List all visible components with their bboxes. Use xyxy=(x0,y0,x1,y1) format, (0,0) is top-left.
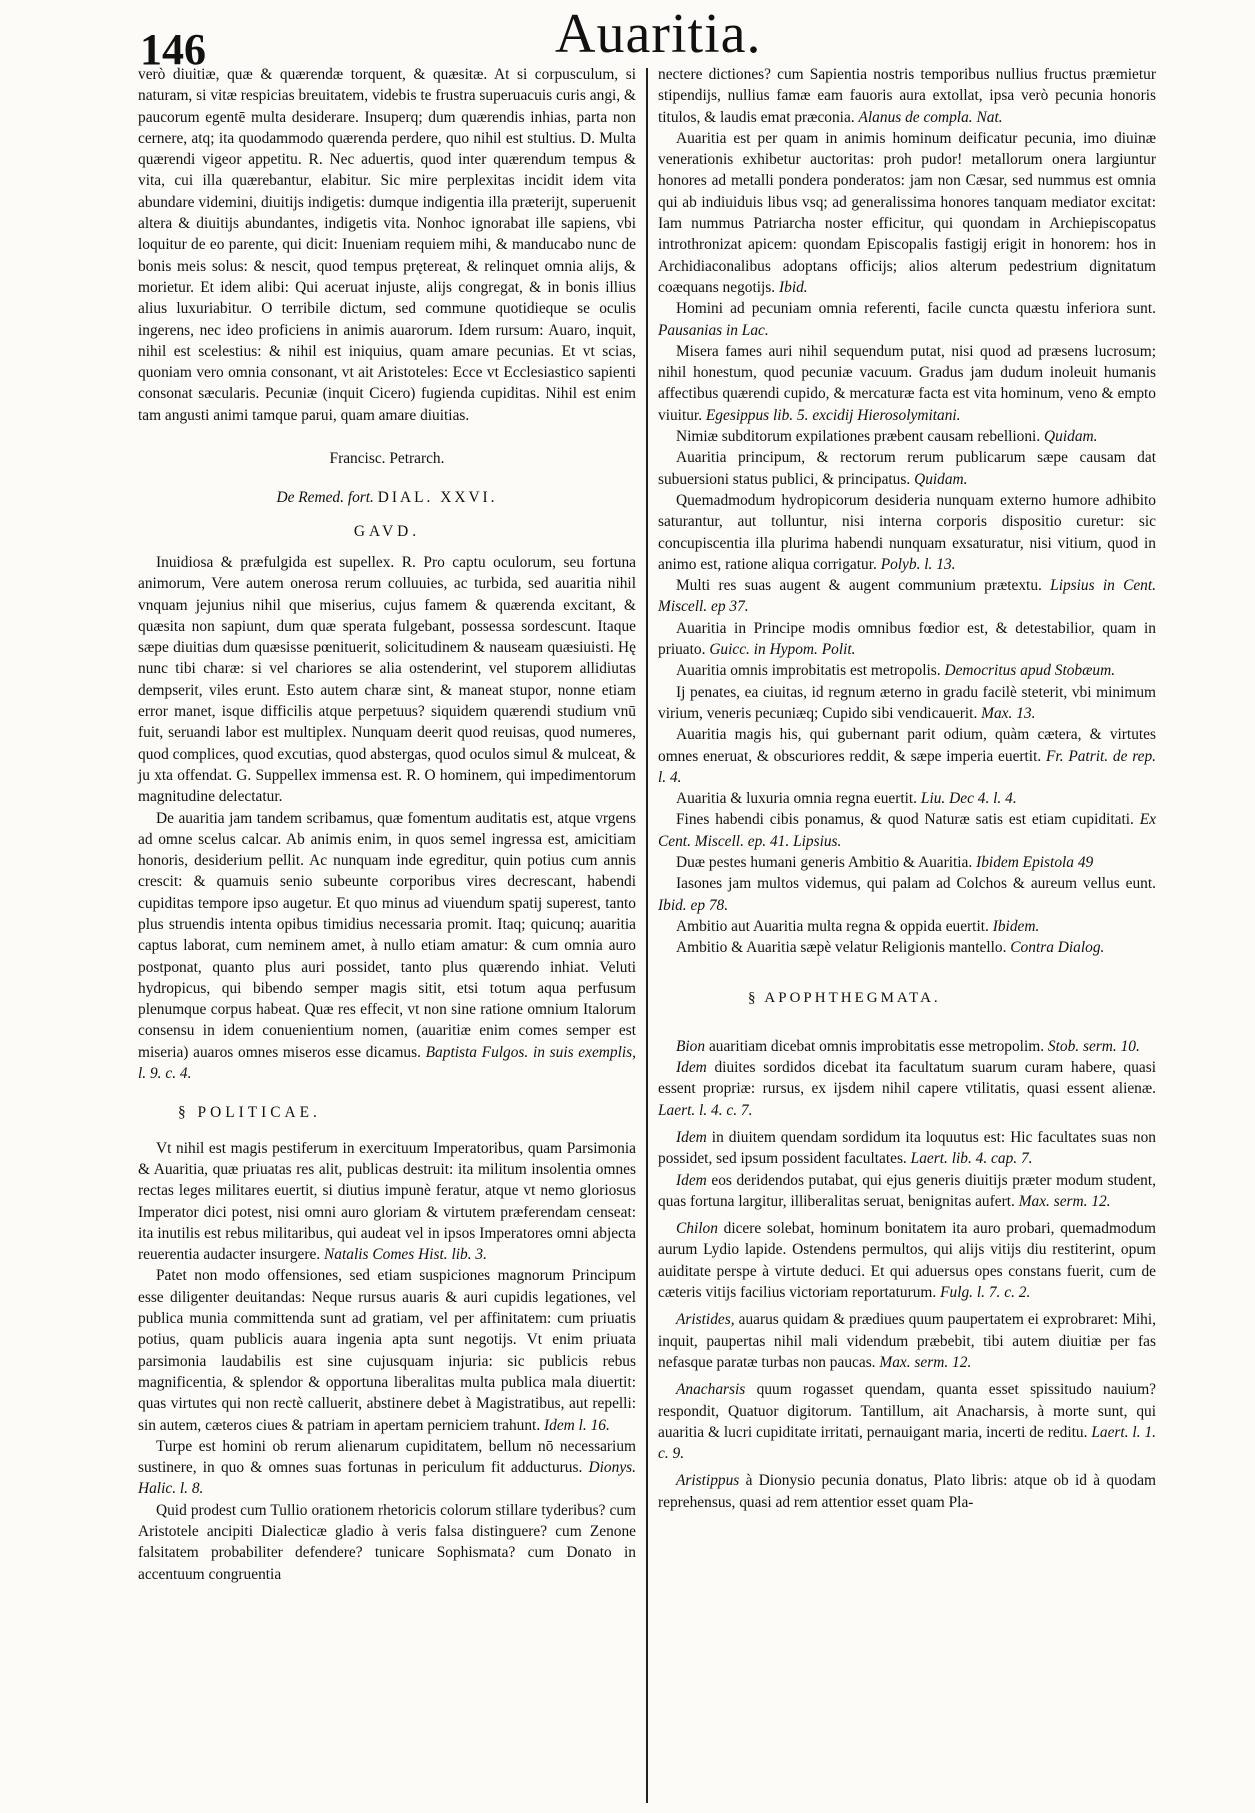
paragraph xyxy=(138,808,636,1085)
citation: Ibid. xyxy=(779,278,808,296)
apophthegm xyxy=(658,1036,1156,1057)
paragraph: Quid prodest cum Tullio orationem rhetoricis colorum stillare tyderibus? cum Aristotele ancipiti Dialecticæ gladio à veris falsa distinguere? cum Zenone falsitatem probabiliter defendere? tunicare Sophismata? cum Donato in accentuum congruentia xyxy=(138,1501,636,1583)
citation: Guicc. in Hypom. Polit. xyxy=(709,641,856,659)
citation: Egesippus lib. 5. excidij Hierosolymitani. xyxy=(705,406,961,424)
apophthegm-text: à Dionysio pecunia donatus, Plato libris: atque ob id à quodam reprehensus, quasi ad rem attentior esset quam Pla- xyxy=(658,1472,1156,1511)
speaker-name: Chilon xyxy=(676,1220,718,1238)
paragraph-text: Ambitio aut Auaritia multa regna & oppida euertit. xyxy=(676,917,989,935)
page-number: 146 xyxy=(140,25,206,74)
paragraph xyxy=(658,937,1156,958)
apophthegm xyxy=(658,1170,1156,1213)
citation: Polyb. l. 13. xyxy=(880,555,956,573)
paragraph xyxy=(658,724,1156,788)
paragraph-text: Auaritia magis his, qui gubernant parit odium, quàm cætera, & virtutes omnes eneruat, & obscuriores reddit, & sæpe imperia euertit. xyxy=(658,726,1156,765)
apophthegm xyxy=(658,1057,1156,1121)
section-heading-dialogue xyxy=(138,487,636,508)
dialogue-number: DIAL. XXVI. xyxy=(377,489,498,507)
paragraph xyxy=(658,809,1156,852)
citation: Laert. l. 1. c. 9. xyxy=(658,1423,1156,1463)
paragraph-text: Fines habendi cibis ponamus, & quod Naturæ satis est etiam cupiditati. xyxy=(676,811,1134,829)
speaker-name: Idem xyxy=(676,1059,707,1077)
paragraph-text: Auaritia & luxuria omnia regna euertit. xyxy=(676,790,918,808)
paragraph xyxy=(658,426,1156,447)
paragraph-text: Auaritia est per quam in animis hominum deificatur pecunia, imo diuinæ venerationis exhibetur auctoritas: proh pudor! metallorum onera largiuntur honores ad metalli pondera ponderatos: jam non Cæsar, sed nummus est omnia qui ab indiuiduis libus vsq; ad generalissima honores tanquam mediator excitat: Iam nummus Patriarcha noster efficitur, qui quondam in Archiepiscopatus introthronizat apicem: quondam Episcopalis fastigij erigit in honorem: hos in Archidiaconalibus adoptans officijs; alios alterum pedestrium dignitatum coæquans negotijs. xyxy=(658,129,1156,296)
apophthegm xyxy=(658,1470,1156,1513)
paragraph xyxy=(658,575,1156,618)
citation: Ibidem. xyxy=(992,917,1040,935)
running-title: Auaritia. xyxy=(555,3,762,65)
paragraph: verò diuitiæ, quæ & quærendæ torquent, & quæsitæ. At si corpusculum, si naturam, si vitæ respicias breuitatem, videbis te frustra superuacuis curis angi, & paucorum egentē multa desiderare. Insuperq; dum quærendis inhias, parta non cernere, atq; ita quodammodo quærenda perdere, quo nihil est stultius. D. Multa quærendi vigeor appetitu. R. Nec aduertis, quod inter quærendum tempus & vita, cui illa quærebantur, elabitur. Sic mire perplexitas incidit idem vita abundare videmini, diuitijs indigetis: dumque indigentia illa præterijt, superuenit altera & diuitijs abundantes, indigetis vita. Nonhoc ignorabat ille sapiens, vbi loquitur de eo parente, qui dicit: Inueniam requiem mihi, & manducabo nunc de bonis meis solus: & nescit, quod tempus prętereat, & relinquet omnia alijs, & morietur. Et idem alibi: Qui aceruat injuste, alijs congregat, & in bonis illius alius luxuriabitur. O terribile dictum, sed commune quotidieque se oculis ingerens, nec ideo proficiens in animis auarorum. Idem rursum: Auaro, inquit, nihil est scelestius: & nihil est iniquius, quam amare pecunias. Et vt scias, quoniam vero omnia consonant, vt ait Aristoteles: Ecce vt Ecclesiastico sapienti consonat sæcularis. Pecuniæ (inquit Cicero) fugienda cupiditas. Nihil est enim tam angusti animi tamque parui, quam amare diuitias. xyxy=(138,66,636,424)
paragraph xyxy=(658,788,1156,809)
paragraph-text: Nimiæ subditorum expilationes præbent causam rebellioni. xyxy=(676,428,1041,446)
paragraph-text: Auaritia omnis improbitatis est metropolis. xyxy=(676,662,941,680)
apophthegm-text: in diuitem quendam sordidum ita loquutus est: Hic facultates suas non possidet, sed ipsum possident facultates. xyxy=(658,1128,1156,1168)
speaker-name: Bion xyxy=(676,1037,706,1055)
citation: Idem l. 16. xyxy=(544,1416,610,1434)
paragraph xyxy=(658,852,1156,873)
paragraph xyxy=(658,447,1156,490)
paragraph-text: Quemadmodum hydropicorum desideria nunquam externo humore adhibito saturantur, aut tolluntur, nisi interna corporis dispositio curetur: sic concupiscentia illa plurima habendi nunquam exsaturatur, nisi vitium, quod in animo est, ratione aliqua corrigatur. xyxy=(658,491,1156,573)
speaker-name: Anacharsis xyxy=(676,1381,746,1399)
paragraph-text: Misera fames auri nihil sequendum putat, nisi quod ad præsens lucrosum; nihil honestum, quod pecuniæ vacuum. Gradus jam dudum inoleuit humanis affectibus quærendi cupido, & mercaturæ facta est vita hominum, veno & empto viuitur. xyxy=(658,342,1156,424)
right-column xyxy=(658,64,1156,1513)
paragraph-text: Auaritia in Principe modis omnibus fœdior est, & detestabilior, quam in priuato. xyxy=(658,619,1156,659)
paragraph-text: Homini ad pecuniam omnia referenti, facile cuncta quæstu inferiora sunt. xyxy=(676,300,1156,318)
paragraph xyxy=(138,1265,636,1435)
apophthegm-text: auaritiam dicebat omnis improbitatis esse metropolim. xyxy=(708,1037,1045,1055)
paragraph xyxy=(658,618,1156,661)
paragraph-text: Multi res suas augent & augent communium prætextu. xyxy=(676,577,1042,595)
citation: Democritus apud Stobæum. xyxy=(944,662,1116,680)
section-heading-apophthegmata: § APOPHTHEGMATA. xyxy=(748,990,941,1007)
apophthegm-text: auarus quidam & prædiues quum paupertatem ei exprobraret: Mihi, inquit, paupertas nihil mali videndum præbebit, tibi autem diuitiæ per fas nefasque paratæ turbas non paucas. xyxy=(658,1311,1156,1371)
left-column xyxy=(138,64,636,1585)
section-heading-petrarch: Francisc. Petrarch. xyxy=(329,450,445,468)
citation: Pausanias in Lac. xyxy=(658,321,769,339)
dialogue-source: De Remed. fort. xyxy=(276,489,374,507)
citation: Laert. lib. 4. cap. 7. xyxy=(910,1150,1033,1168)
paragraph xyxy=(658,873,1156,916)
paragraph-text: Auaritia principum, & rectorum rerum publicarum sæpe causam dat subuersioni status publici, & principatus. xyxy=(658,449,1156,488)
paragraph xyxy=(658,660,1156,681)
apophthegm xyxy=(658,1309,1156,1373)
paragraph xyxy=(658,341,1156,426)
paragraph: Inuidiosa & præfulgida est supellex. R. Pro captu oculorum, seu fortuna animorum, Vere autem onerosa rerum colluuies, ac turbida, sed auaritia nihil vnquam jejunius nihil que miserius, cujus famem & quærenda excitant, & quæsita non sapiunt, dum quæ sperata fulgebant, possessa sordescunt. Itaque sæpe diuitias dum quæsisse pœnituerit, solicitudinem & nauseam quæsiuisti. Hę nunc tibi charæ: si vel chariores se alia ostenderint, vel stuporem allidiutas dempserit, viles erunt. Esto autem charæ sint, & maneat stupor, nonne etiam error manet, isque difficilis atque perpetuus? siquidem quærendi studium vnū fuit, seruandi labor est multiplex. Nunquam deerit quod reuisas, quod numeres, quod complices, quod excutias, quod abstergas, quod oculos simul & mulceat, & ju xta offendat. G. Suppellex immensa est. R. O hominem, qui impedimentorum magnitudine delectatur. xyxy=(138,553,636,806)
apophthegm xyxy=(658,1379,1156,1464)
citation: Fr. Patrit. de rep. l. 4. xyxy=(658,747,1156,786)
paragraph-text: nectere dictiones? cum Sapientia nostris temporibus nullius fructus præmietur stipendijs, nullius famæ eam fauoris aura extollat, ipsa verò pecunia honoris titulos, & laudis emat præconia. xyxy=(658,66,1156,126)
citation: Fulg. l. 7. c. 2. xyxy=(940,1284,1031,1302)
citation: Max. 13. xyxy=(981,704,1036,722)
speaker-name: Aristides, xyxy=(676,1311,735,1329)
citation: Max. serm. 12. xyxy=(879,1353,972,1371)
paragraph-text: Patet non modo offensiones, sed etiam suspiciones magnorum Principum esse diligenter deuitandas: Neque rursus auaris & auri cupidis legationes, vel publica munia committenda sunt ad gratiam, vel per affinitatem: cum priuatis potius, quam publicis auara ingenia apta sunt negotijs. Vt enim priuata parsimonia laudabilis est sine cujusquam injuria: sic publicis rebus magnificentia, & splendor & opportuna liberalitas multa publica mala diuertit: quas virtutes qui non rectè calluerit, abstinere debet à Magistratibus, aut repelli: sin autem, cæteros ciues & patriam in apertam perniciem trahunt. xyxy=(138,1267,636,1434)
citation: Quidam. xyxy=(1044,428,1098,446)
citation: Dionys. Halic. l. 8. xyxy=(138,1459,636,1498)
citation: Alanus de compla. Nat. xyxy=(858,108,1003,126)
citation: Quidam. xyxy=(914,470,968,488)
paragraph xyxy=(658,916,1156,937)
speaker-name: Idem xyxy=(676,1128,707,1146)
paragraph xyxy=(658,64,1156,128)
citation: Contra Dialog. xyxy=(1010,939,1105,957)
apophthegm xyxy=(658,1127,1156,1170)
citation: Baptista Fulgos. in suis exemplis, l. 9. c. 4. xyxy=(138,1043,636,1083)
citation: Max. serm. 12. xyxy=(1018,1192,1111,1210)
paragraph xyxy=(138,1138,636,1266)
apophthegm-text: quum rogasset quendam, quanta esset spissitudo nauium? respondit, Quatuor digitorum. Tantillum, ait Anacharsis, à morte sunt, qui auaritia & lucri cupiditate irritati, pernauigant maria, incerti de reditu. xyxy=(658,1381,1156,1441)
paragraph-text: Ambitio & Auaritia sæpè velatur Religionis mantello. xyxy=(676,939,1007,957)
paragraph xyxy=(658,298,1156,341)
paragraph xyxy=(658,128,1156,298)
speaker-name: Idem xyxy=(676,1171,707,1189)
citation: Ibidem Epistola 49 xyxy=(976,853,1094,871)
paragraph xyxy=(138,1436,636,1500)
apophthegm-text: diuites sordidos dicebat ita facultatum suarum curam habere, quasi essent propriæ: rursus, ex ijsdem nihil capere vtilitatis, quasi essent alienæ. xyxy=(658,1059,1156,1098)
paragraph-text: Duæ pestes humani generis Ambitio & Auaritia. xyxy=(676,853,973,871)
citation: Stob. serm. 10. xyxy=(1047,1037,1140,1055)
paragraph-text: De auaritia jam tandem scribamus, quæ fomentum auditatis est, atque vrgens ad omne scelus calcar. Ab animis enim, in quos semel ingressa est, amicitiam honoris, desiderium pellit. Ac nunquam inde egreditur, quin potius cum annis crescit: & quamuis senio subeunte corporibus vires decrescant, habendi cupiditas tempore ipso augetur. Et quo minus ad viuendum spatij superest, tanto plus struendis intenta opibus timidius necessaria promit. Itaq; quicunq; auaritia captus laborat, cum neminem amet, à nullo etiam amatur: & cum omnia auro postponat, quanto plus auri possidet, tanto plus quærendo inhiat. Veluti hydropicus, qui bibendo semper magis sitit, etsi totum aqua perfusum plenumque corpus habeat. Quæ res effecit, vt non sine ratione omnium Italorum consensu in idem conuenientium nomen, (auaritiæ enim comes semper est miseria) auaros omnes miseros esse dicamus. xyxy=(138,809,636,1061)
paragraph-text: Turpe est homini ob rerum alienarum cupiditatem, bellum nō necessarium sustinere, in quo & omnes suas fortunas in periculum fit adducturus. xyxy=(138,1437,636,1477)
citation: Natalis Comes Hist. lib. 3. xyxy=(324,1246,487,1264)
citation: Laert. l. 4. c. 7. xyxy=(658,1101,753,1119)
citation: Ibid. ep 78. xyxy=(658,896,729,914)
speaker-name: Aristippus xyxy=(676,1472,740,1490)
paragraph-text: Iasones jam multos videmus, qui palam ad Colchos & aureum vellus eunt. xyxy=(676,875,1156,893)
citation: Ex Cent. Miscell. ep. 41. Lipsius. xyxy=(658,811,1156,850)
paragraph xyxy=(658,682,1156,725)
paragraph xyxy=(658,490,1156,575)
section-heading-gaudium: GAVD. xyxy=(353,522,421,540)
citation: Lipsius in Cent. Miscell. ep 37. xyxy=(658,577,1156,616)
column-divider xyxy=(646,68,648,1803)
paragraph-text: Ij penates, ea ciuitas, id regnum æterno in gradu facilè steterit, vbi minimum virium, veneris pecuniæq; Cupido sibi vendicauerit. xyxy=(658,683,1156,722)
section-heading-politicae: § POLITICAE. xyxy=(178,1104,321,1122)
apophthegm xyxy=(658,1218,1156,1303)
apophthegm-text: eos deridendos putabat, qui ejus generis diuitijs præter modum student, quas fortuna largitur, illiberalitas seruat, benignitas aufert. xyxy=(658,1171,1156,1210)
apophthegm-text: dicere solebat, hominum bonitatem ita auro probari, quemadmodum aurum Lydio lapide. Ostendens permultos, qui alijs vitijs diu restiterint, opum auiditate perspe à virtute deduci. Et qui aduersus opes constans fuerit, cum de cæteris vitijs facilius victoriam reportaturum. xyxy=(658,1220,1156,1302)
citation: Liu. Dec 4. l. 4. xyxy=(920,790,1017,808)
paragraph-text: Vt nihil est magis pestiferum in exercituum Imperatoribus, quam Parsimonia & Auaritia, quæ priuatas res alit, publicas destruit: ita militum insolentia omnes rectas leges militares euertit, si diutius impunè feratur, atque vt nemo gloriosus Imperator dici potest, nisi omni auro gloriam & virtutem præferendam censeat: ita inutilis est rebus militaribus, qui audeat vel in ipsos Imperatores omni abjecta reuerentia audacter insurgere. xyxy=(138,1139,636,1264)
